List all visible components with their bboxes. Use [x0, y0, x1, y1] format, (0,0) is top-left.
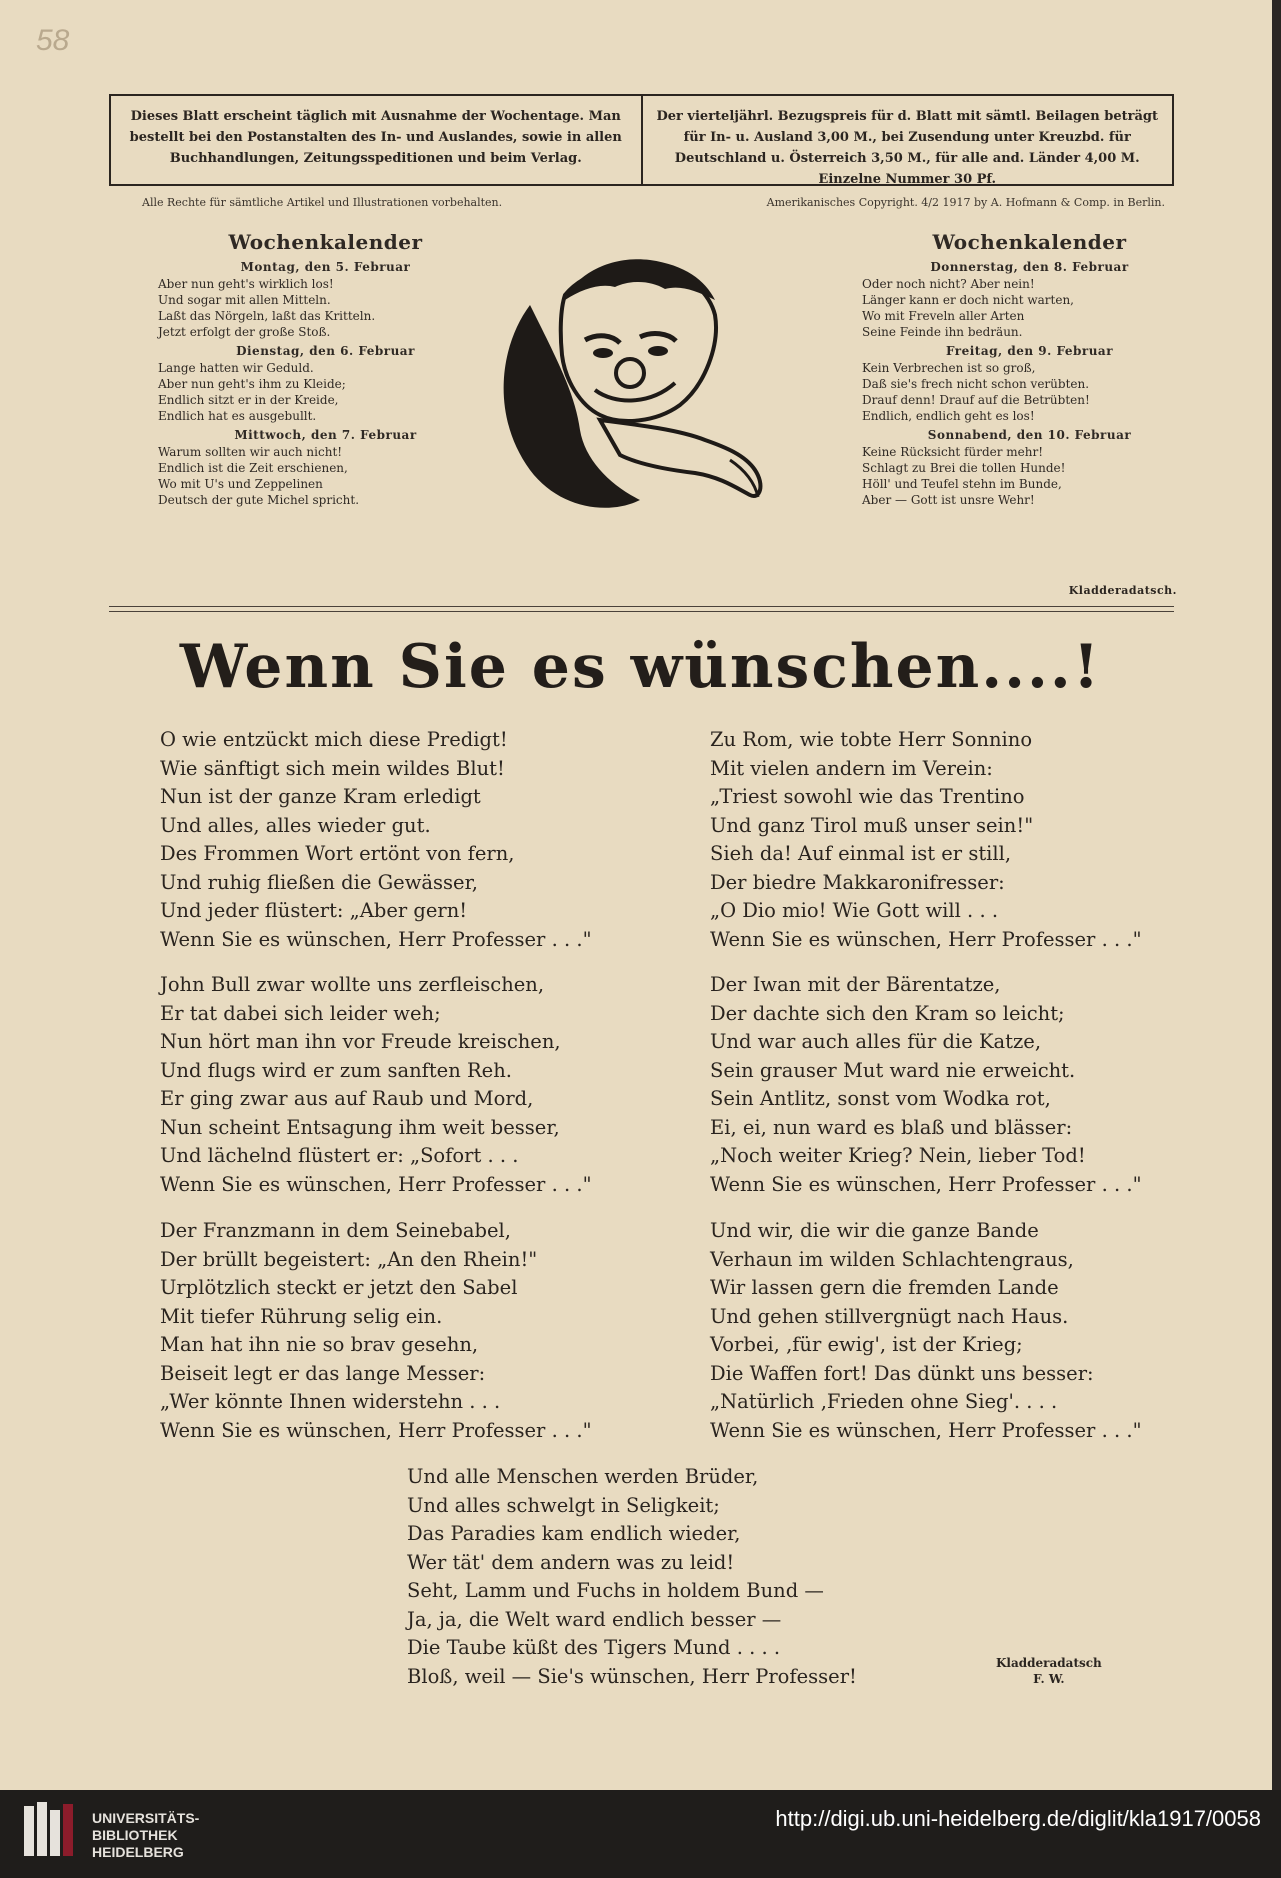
- poem-stanza: John Bull zwar wollte uns zerfleischen, Er tat dabei sich leider weh; Nun hört man ihn vor Freude kreischen, Und flugs wird er zum sanften Reh. Er ging zwar aus auf Raub und Mord, Nun scheint Entsagung ihm weit besser, Und lächelnd flüstert er: „Sofort . . . Wenn Sie es wünschen, Herr Professer . . .": [160, 973, 592, 1196]
- rights-reserved: Alle Rechte für sämtliche Artikel und Illustrationen vorbehalten.: [142, 196, 503, 209]
- kalender-title: Wochenkalender: [932, 230, 1127, 254]
- poem-stanza: Zu Rom, wie tobte Herr Sonnino Mit vielen andern im Verein: „Triest sowohl wie das Trentino Und ganz Tirol muß unser sein!" Sieh da! Auf einmal ist er still, Der biedre Makkaronifresser: „O Dio mio! Wie Gott will . . . Wenn Sie es wünschen, Herr Professer . . .": [710, 728, 1142, 951]
- cartoon-eye: [648, 346, 668, 356]
- kalender-verse: Warum sollten wir auch nicht! Endlich ist die Zeit erschienen, Wo mit U's und Zeppelinen Deutsch der gute Michel spricht.: [158, 445, 360, 507]
- poem-stanza: Der Franzmann in dem Seinebabel, Der brüllt begeistert: „An den Rhein!" Urplötzlich steckt er jetzt den Sabel Mit tiefer Rührung selig ein. Man hat ihn nie so brav gesehn, Beiseit legt er das lange Messer: „Wer könnte Ihnen widerstehn . . . Wenn Sie es wünschen, Herr Professer . . .": [160, 1219, 592, 1442]
- kalender-day: Dienstag, den 6. Februar: [236, 344, 415, 358]
- kalender-verse: Keine Rücksicht fürder mehr! Schlagt zu Brei die tollen Hunde! Höll' und Teufel stehn im Bunde, Aber — Gott ist unsre Wehr!: [862, 445, 1066, 507]
- poem-stanza: Der Iwan mit der Bärentatze, Der dachte sich den Kram so leicht; Und war auch alles für die Katze, Sein grauser Mut ward nie erweicht. Sein Antlitz, sonst vom Wodka rot, Ei, ei, nun ward es blaß und blässer: „Noch weiter Krieg? Nein, lieber Tod! Wenn Sie es wünschen, Herr Professer . . .": [710, 973, 1142, 1196]
- poem-signature: [996, 1655, 1102, 1687]
- notice-right: Der vierteljährl. Bezugspreis für d. Blatt mit sämtl. Beilagen beträgt für In- u. Ausland 3,00 M., bei Zusendung unter Kreuzbd. für Deutschland u. Österreich 3,50 M., für alle and. Länder 4,00 M. Einzelne Nummer 30 Pf.: [641, 96, 1173, 184]
- cartoon-pointing-arm: [600, 420, 760, 496]
- signature-name: Kladderadatsch: [996, 1656, 1102, 1670]
- copyright-note: Amerikanisches Copyright. 4/2 1917 by A. Hofmann & Comp. in Berlin.: [766, 196, 1165, 209]
- poem-title: Wenn Sie es wünschen....!: [179, 632, 1102, 702]
- library-name: UNIVERSITÄTS- BIBLIOTHEK HEIDELBERG: [92, 1810, 200, 1860]
- subscription-notice-box: [109, 94, 1174, 186]
- book-spine-edge: [1272, 0, 1281, 1790]
- page-number: 58: [36, 24, 70, 57]
- kalender-title: Wochenkalender: [228, 230, 423, 254]
- poem-final-stanza: Und alle Menschen werden Brüder, Und alles schwelgt in Seligkeit; Das Paradies kam endlich wieder, Wer tät' dem andern was zu leid! Seht, Lamm und Fuchs in holdem Bund — Ja, ja, die Welt ward endlich besser — Die Taube küßt des Tigers Mund . . . . Bloß, weil — Sie's wünschen, Herr Professer!: [407, 1465, 857, 1688]
- kalender-day: Freitag, den 9. Februar: [945, 344, 1114, 358]
- kalender-credit: Kladderadatsch.: [1068, 584, 1177, 597]
- section-divider: [109, 611, 1174, 612]
- wochenkalender-left: [158, 230, 493, 508]
- wochenkalender-right: [862, 230, 1197, 508]
- kalender-day: Sonnabend, den 10. Februar: [927, 428, 1132, 442]
- signature-initials: F. W.: [1033, 1672, 1065, 1686]
- poem-stanza: O wie entzückt mich diese Predigt! Wie sänftigt sich mein wildes Blut! Nun ist der ganze Kram erledigt Und alles, alles wieder gut. Des Frommen Wort ertönt von fern, Und ruhig fließen die Gewässer, Und jeder flüstert: „Aber gern! Wenn Sie es wünschen, Herr Professer . . .": [160, 728, 592, 951]
- source-url-link[interactable]: http://digi.ub.uni-heidelberg.de/diglit/kla1917/0058: [775, 1806, 1261, 1831]
- notice-left: Dieses Blatt erscheint täglich mit Ausnahme der Wochentage. Man bestellt bei den Postanstalten des In- und Auslandes, sowie in allen Buchhandlungen, Zeitungsspeditionen und beim Verlag.: [129, 109, 622, 166]
- library-logo-icon: [20, 1796, 80, 1866]
- kalender-verse: Aber nun geht's wirklich los! Und sogar mit allen Mitteln. Laßt das Nörgeln, laßt das Kritteln. Jetzt erfolgt der große Stoß.: [158, 277, 376, 339]
- poem-stanza: Und wir, die wir die ganze Bande Verhaun im wilden Schlachtengraus, Wir lassen gern die fremden Lande Und gehen stillvergnügt nach Haus. Vorbei, ‚für ewig', ist der Krieg; Die Waffen fort! Das dünkt uns besser: „Natürlich ‚Frieden ohne Sieg'. . . . Wenn Sie es wünschen, Herr Professer . . .": [710, 1219, 1142, 1442]
- cartoon-eye: [593, 348, 613, 358]
- kalender-verse: Oder noch nicht? Aber nein! Länger kann er doch nicht warten, Wo mit Freveln aller Arten Seine Feinde ihn bedräun.: [862, 277, 1074, 339]
- kalender-verse: Kein Verbrechen ist so groß, Daß sie's frech nicht schon verübten. Drauf denn! Drauf auf die Betrübten! Endlich, endlich geht es los!: [862, 361, 1090, 423]
- kalender-verse: Lange hatten wir Geduld. Aber nun geht's ihm zu Kleide; Endlich sitzt er in der Kreide, Endlich hat es ausgebullt.: [158, 361, 346, 423]
- section-divider: [109, 606, 1174, 607]
- kalender-day: Montag, den 5. Februar: [240, 260, 411, 274]
- kalender-day: Donnerstag, den 8. Februar: [930, 260, 1129, 274]
- kalender-day: Mittwoch, den 7. Februar: [234, 428, 417, 442]
- michel-cartoon-illustration: [490, 255, 810, 540]
